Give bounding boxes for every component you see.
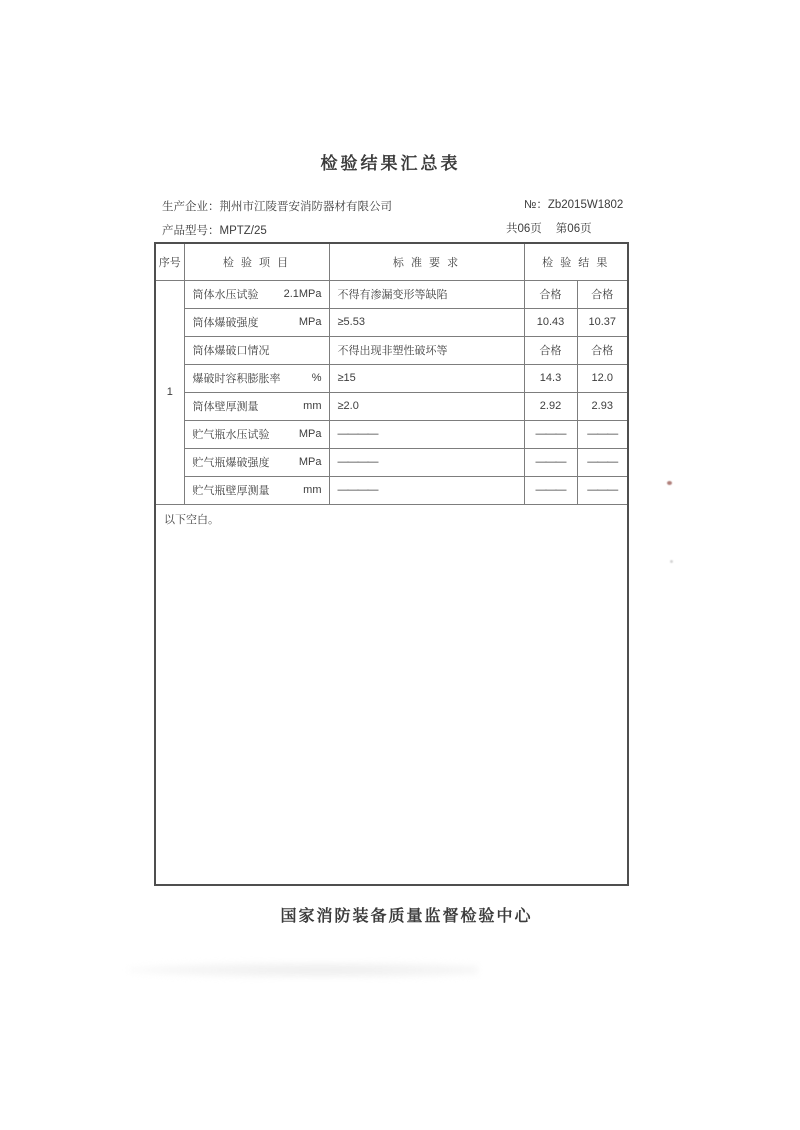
item-cell <box>184 476 329 504</box>
result-cell-1: ——— <box>524 448 577 476</box>
table-row <box>155 448 628 476</box>
item-cell <box>184 336 329 364</box>
manufacturer-line <box>162 198 392 214</box>
result-cell-2: 合格 <box>577 336 628 364</box>
product-model-value: MPTZ/25 <box>219 225 267 237</box>
header-result: 检 验 结 果 <box>524 243 628 280</box>
item-label: 爆破时容积膨胀率 <box>192 373 281 385</box>
pages-total: 共06页 <box>506 223 542 235</box>
item-unit: MPa <box>298 428 322 440</box>
standard-cell: ———— <box>329 420 524 448</box>
item-cell <box>184 392 329 420</box>
page-count-line <box>506 220 592 236</box>
result-cell-1: ——— <box>524 476 577 504</box>
manufacturer-label: 生产企业： <box>162 201 220 213</box>
standard-cell: ———— <box>329 448 524 476</box>
result-cell-2: 10.37 <box>577 308 628 336</box>
item-label: 贮气瓶水压试验 <box>192 429 270 441</box>
issuing-center-footer: 国家消防装备质量监督检验中心 <box>280 908 533 925</box>
result-cell-1: 合格 <box>524 280 577 308</box>
result-cell-2: ——— <box>577 476 628 504</box>
result-cell-2: 2.93 <box>577 392 628 420</box>
page-title: 检验结果汇总表 <box>320 154 461 173</box>
item-label: 筒体水压试验 <box>192 289 259 301</box>
result-cell-2: ——— <box>577 448 628 476</box>
standard-cell: ≥5.53 <box>329 308 524 336</box>
table-row <box>155 476 628 504</box>
item-unit: MPa <box>298 316 322 328</box>
item-label: 筒体壁厚测量 <box>192 401 259 413</box>
manufacturer-value: 荆州市江陵晋安消防器材有限公司 <box>219 201 392 213</box>
item-label: 贮气瓶爆破强度 <box>192 457 270 469</box>
table-row <box>155 364 628 392</box>
standard-cell: ———— <box>329 476 524 504</box>
report-number-label: №： <box>524 199 548 211</box>
header-standard: 标 准 要 求 <box>329 243 524 280</box>
item-cell <box>184 420 329 448</box>
standard-cell: 不得出现非塑性破坏等 <box>329 336 524 364</box>
scan-speck <box>667 481 672 485</box>
table-row <box>155 336 628 364</box>
result-cell-2: ——— <box>577 420 628 448</box>
item-unit: mm <box>303 400 322 412</box>
blank-note-cell: 以下空白。 <box>155 504 628 885</box>
table-row <box>155 392 628 420</box>
item-unit: mm <box>303 484 322 496</box>
report-number-value: Zb2015W1802 <box>547 199 624 211</box>
item-unit: MPa <box>298 456 322 468</box>
product-model-label: 产品型号： <box>162 225 220 237</box>
item-cell <box>184 280 329 308</box>
item-label: 筒体爆破口情况 <box>192 345 270 357</box>
header-index: 序号 <box>155 243 184 280</box>
scan-bleedthrough-smudge <box>128 962 478 978</box>
standard-cell: 不得有渗漏变形等缺陷 <box>329 280 524 308</box>
blank-filler-row <box>155 504 628 885</box>
product-model-line <box>162 222 267 238</box>
item-cell <box>184 308 329 336</box>
item-unit: % <box>311 372 322 384</box>
report-number-line <box>524 196 623 212</box>
scan-speck <box>670 560 673 563</box>
table-row <box>155 308 628 336</box>
standard-cell: ≥2.0 <box>329 392 524 420</box>
header-item: 检 验 项 目 <box>184 243 329 280</box>
inspection-result-table <box>154 242 629 886</box>
result-cell-1: 10.43 <box>524 308 577 336</box>
table-row <box>155 280 628 308</box>
result-cell-2: 合格 <box>577 280 628 308</box>
result-cell-1: 合格 <box>524 336 577 364</box>
result-cell-2: 12.0 <box>577 364 628 392</box>
item-unit: 2.1MPa <box>283 288 322 300</box>
item-label: 筒体爆破强度 <box>192 317 259 329</box>
table-header-row <box>155 243 628 280</box>
item-cell <box>184 364 329 392</box>
result-cell-1: ——— <box>524 420 577 448</box>
page-current: 第06页 <box>555 223 592 235</box>
table-row <box>155 420 628 448</box>
item-cell <box>184 448 329 476</box>
item-label: 贮气瓶壁厚测量 <box>192 485 270 497</box>
result-cell-1: 2.92 <box>524 392 577 420</box>
index-cell: 1 <box>155 280 184 504</box>
standard-cell: ≥15 <box>329 364 524 392</box>
result-cell-1: 14.3 <box>524 364 577 392</box>
